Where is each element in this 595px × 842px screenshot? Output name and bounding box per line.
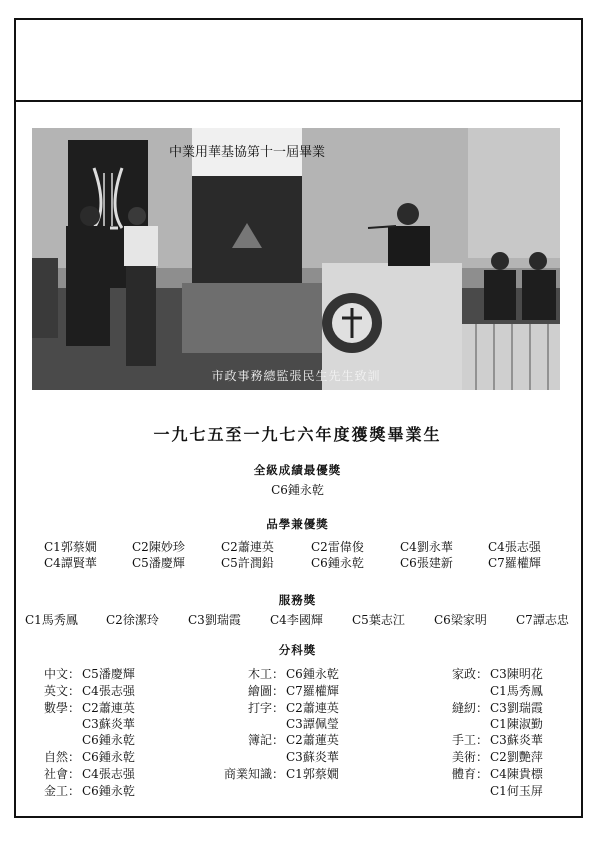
service-name: C3劉瑞霞 <box>188 613 241 627</box>
subject-winner: C1馬秀鳳 <box>490 684 543 698</box>
subject-label: 美術： <box>451 750 488 764</box>
heading-subjects: 分科獎 <box>278 643 317 657</box>
subject-label: 金工： <box>43 784 80 798</box>
subject-label: 繪圖： <box>247 684 284 698</box>
subject-winner: C1郭蔡嫺 <box>286 767 339 781</box>
conduct-name: C2陳妙珍 <box>132 540 185 554</box>
conduct-name: C4譚賢華 <box>44 556 97 570</box>
conduct-name: C5許潤鉛 <box>221 556 274 570</box>
subject-winner: C4陳貴標 <box>490 767 543 781</box>
subject-winner: C6鍾永乾 <box>82 750 135 764</box>
subject-label: 手工： <box>451 733 488 747</box>
conduct-name: C1郭蔡嫺 <box>44 540 97 554</box>
subject-winner: C3蘇炎華 <box>82 717 135 731</box>
subject-winner: C2劉艷萍 <box>490 750 543 764</box>
top-overall-winner: C6鍾永乾 <box>271 483 324 497</box>
subject-label: 縫紉： <box>451 701 488 715</box>
header-blank-band <box>14 18 583 102</box>
subject-winner: C3劉瑞霞 <box>490 701 543 715</box>
subject-label: 自然： <box>43 750 80 764</box>
subject-winner: C1陳淑勤 <box>490 717 543 731</box>
service-name: C6梁家明 <box>434 613 487 627</box>
subject-winner: C2蕭連英 <box>82 701 135 715</box>
subject-winner: C2蕭蓮英 <box>286 733 339 747</box>
ceremony-photo-drawing <box>32 128 560 390</box>
heading-conduct: 品學兼優獎 <box>266 517 329 531</box>
conduct-name: C6鍾永乾 <box>311 556 364 570</box>
conduct-name: C2雷偉俊 <box>311 540 364 554</box>
conduct-name: C7羅權輝 <box>488 556 541 570</box>
subject-winner: C5潘慶輝 <box>82 667 135 681</box>
subject-label: 社會： <box>43 767 80 781</box>
photo-caption: 市政事務總監張民生先生致訓 <box>211 369 381 383</box>
conduct-name: C4張志强 <box>488 540 541 554</box>
conduct-name: C6張建新 <box>400 556 453 570</box>
service-name: C5葉志江 <box>352 613 405 627</box>
heading-top-overall: 全級成績最優獎 <box>253 463 342 477</box>
subject-winner: C3陳明花 <box>490 667 543 681</box>
subject-winner: C4張志强 <box>82 767 135 781</box>
subject-winner: C2蕭連英 <box>286 701 339 715</box>
subject-winner: C1何玉屏 <box>490 784 543 798</box>
subject-label: 打字： <box>247 701 284 715</box>
page-title: 一九七五至一九七六年度獲獎畢業生 <box>153 425 442 444</box>
heading-service: 服務獎 <box>278 593 317 607</box>
conduct-name: C5潘慶輝 <box>132 556 185 570</box>
subject-winner: C3譚佩瑩 <box>286 717 339 731</box>
subject-winner: C6鍾永乾 <box>82 733 135 747</box>
subject-label: 體育： <box>451 767 488 781</box>
conduct-name: C2蕭連英 <box>221 540 274 554</box>
subject-label: 數學： <box>43 701 80 715</box>
subject-label: 商業知識： <box>223 767 284 781</box>
service-name: C4李國輝 <box>270 613 323 627</box>
service-name: C2徐潔玲 <box>106 613 159 627</box>
subject-winner: C3蘇炎華 <box>490 733 543 747</box>
subject-label: 木工： <box>247 667 284 681</box>
subject-label: 家政： <box>451 667 488 681</box>
service-name: C7譚志忠 <box>516 613 569 627</box>
ceremony-photo <box>32 128 560 390</box>
banner-text: 中業用華基協第十一屆畢業 <box>168 145 326 160</box>
subject-winner: C6鍾永乾 <box>82 784 135 798</box>
conduct-name: C4劉永華 <box>400 540 453 554</box>
subject-winner: C6鍾永乾 <box>286 667 339 681</box>
subject-winner: C3蘇炎華 <box>286 750 339 764</box>
subject-winner: C7羅權輝 <box>286 684 339 698</box>
subject-winner: C4張志强 <box>82 684 135 698</box>
subject-label: 簿記： <box>247 733 284 747</box>
subject-label: 中文： <box>43 667 80 681</box>
service-name: C1馬秀鳳 <box>25 613 78 627</box>
subject-label: 英文： <box>43 684 80 698</box>
